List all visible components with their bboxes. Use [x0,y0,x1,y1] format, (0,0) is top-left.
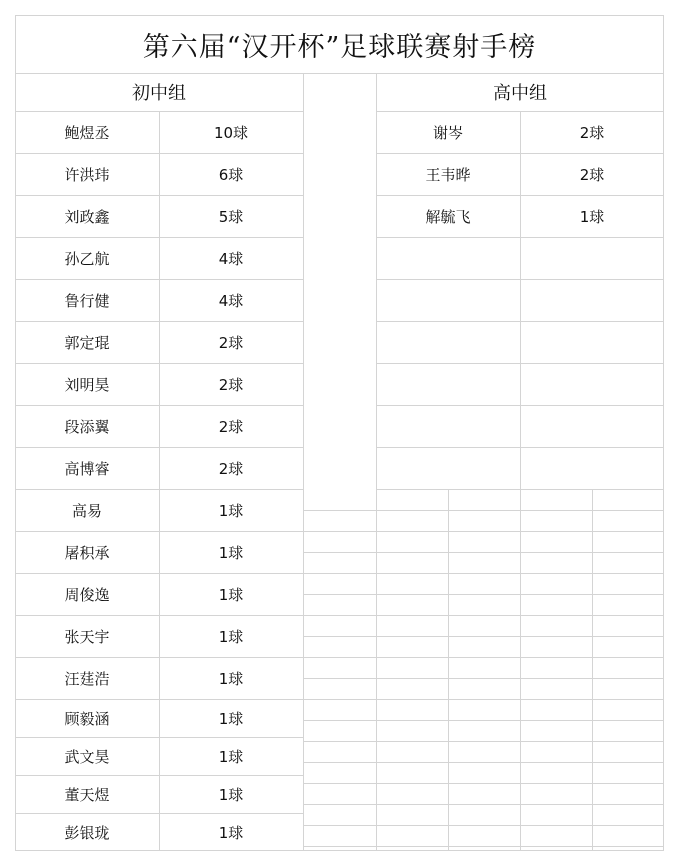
goal-count: 1球 [218,709,244,728]
player-name: 刘明昊 [64,375,110,394]
goal-count: 1球 [218,747,244,766]
goal-count: 1球 [218,823,244,842]
grid-line [303,846,664,847]
player-name: 高博睿 [64,459,110,478]
goal-count: 1球 [218,627,244,646]
grid-line [303,657,664,658]
grid-line [303,510,664,511]
goal-count: 1球 [218,501,244,520]
grid-line [448,489,449,851]
grid-line [303,720,664,721]
grid-line [376,489,377,851]
goal-count: 2球 [218,459,244,478]
goal-count: 2球 [218,333,244,352]
player-name: 董天煜 [64,785,110,804]
player-name: 武文昊 [64,747,110,766]
grid-line [303,741,664,742]
grid-line [376,321,664,322]
grid-line [303,804,664,805]
player-name: 孙乙航 [64,249,110,268]
player-name: 张天宇 [64,627,110,646]
grid-line [303,73,304,851]
goal-count: 1球 [218,585,244,604]
grid-line [303,531,664,532]
goal-count: 4球 [218,291,244,310]
grid-line [303,762,664,763]
grid-line [376,405,664,406]
goal-count: 1球 [218,785,244,804]
player-name: 鲁行健 [64,291,110,310]
player-name: 刘政鑫 [64,207,110,226]
goal-count: 2球 [579,165,605,184]
goal-count: 4球 [218,249,244,268]
grid-line [303,636,664,637]
grid-line [303,699,664,700]
scorer-sheet [15,15,664,851]
player-name: 郭定琨 [64,333,110,352]
grid-line [303,615,664,616]
player-name: 屠积承 [64,543,110,562]
grid-line [376,237,664,238]
goal-count: 2球 [218,375,244,394]
player-name: 顾毅涵 [64,709,110,728]
goal-count: 6球 [218,165,244,184]
player-name: 解毓飞 [425,207,471,226]
player-name: 周俊逸 [64,585,110,604]
grid-line [303,552,664,553]
grid-line [303,783,664,784]
sheet-title: 第六届“汉开杯”足球联赛射手榜 [142,31,537,63]
grid-line [303,825,664,826]
goal-count: 10球 [213,123,249,142]
goal-count: 2球 [218,417,244,436]
player-name: 段添翼 [64,417,110,436]
grid-line [376,279,664,280]
goal-count: 1球 [218,669,244,688]
goal-count: 1球 [579,207,605,226]
grid-line [376,447,664,448]
grid-line [303,678,664,679]
player-name: 彭银珑 [64,823,110,842]
player-name: 鲍煜丞 [64,123,110,142]
senior-group-header: 高中组 [493,83,547,104]
grid-line [520,489,521,851]
player-name: 高易 [71,501,102,520]
junior-group-header: 初中组 [132,83,186,104]
grid-line [303,594,664,595]
player-name: 王韦晔 [425,165,471,184]
player-name: 谢岑 [432,123,463,142]
grid-line [303,573,664,574]
goal-count: 2球 [579,123,605,142]
goal-count: 5球 [218,207,244,226]
grid-line [376,363,664,364]
player-name: 许洪玮 [64,165,110,184]
player-name: 汪莛浩 [64,669,110,688]
goal-count: 1球 [218,543,244,562]
grid-line [592,489,593,851]
